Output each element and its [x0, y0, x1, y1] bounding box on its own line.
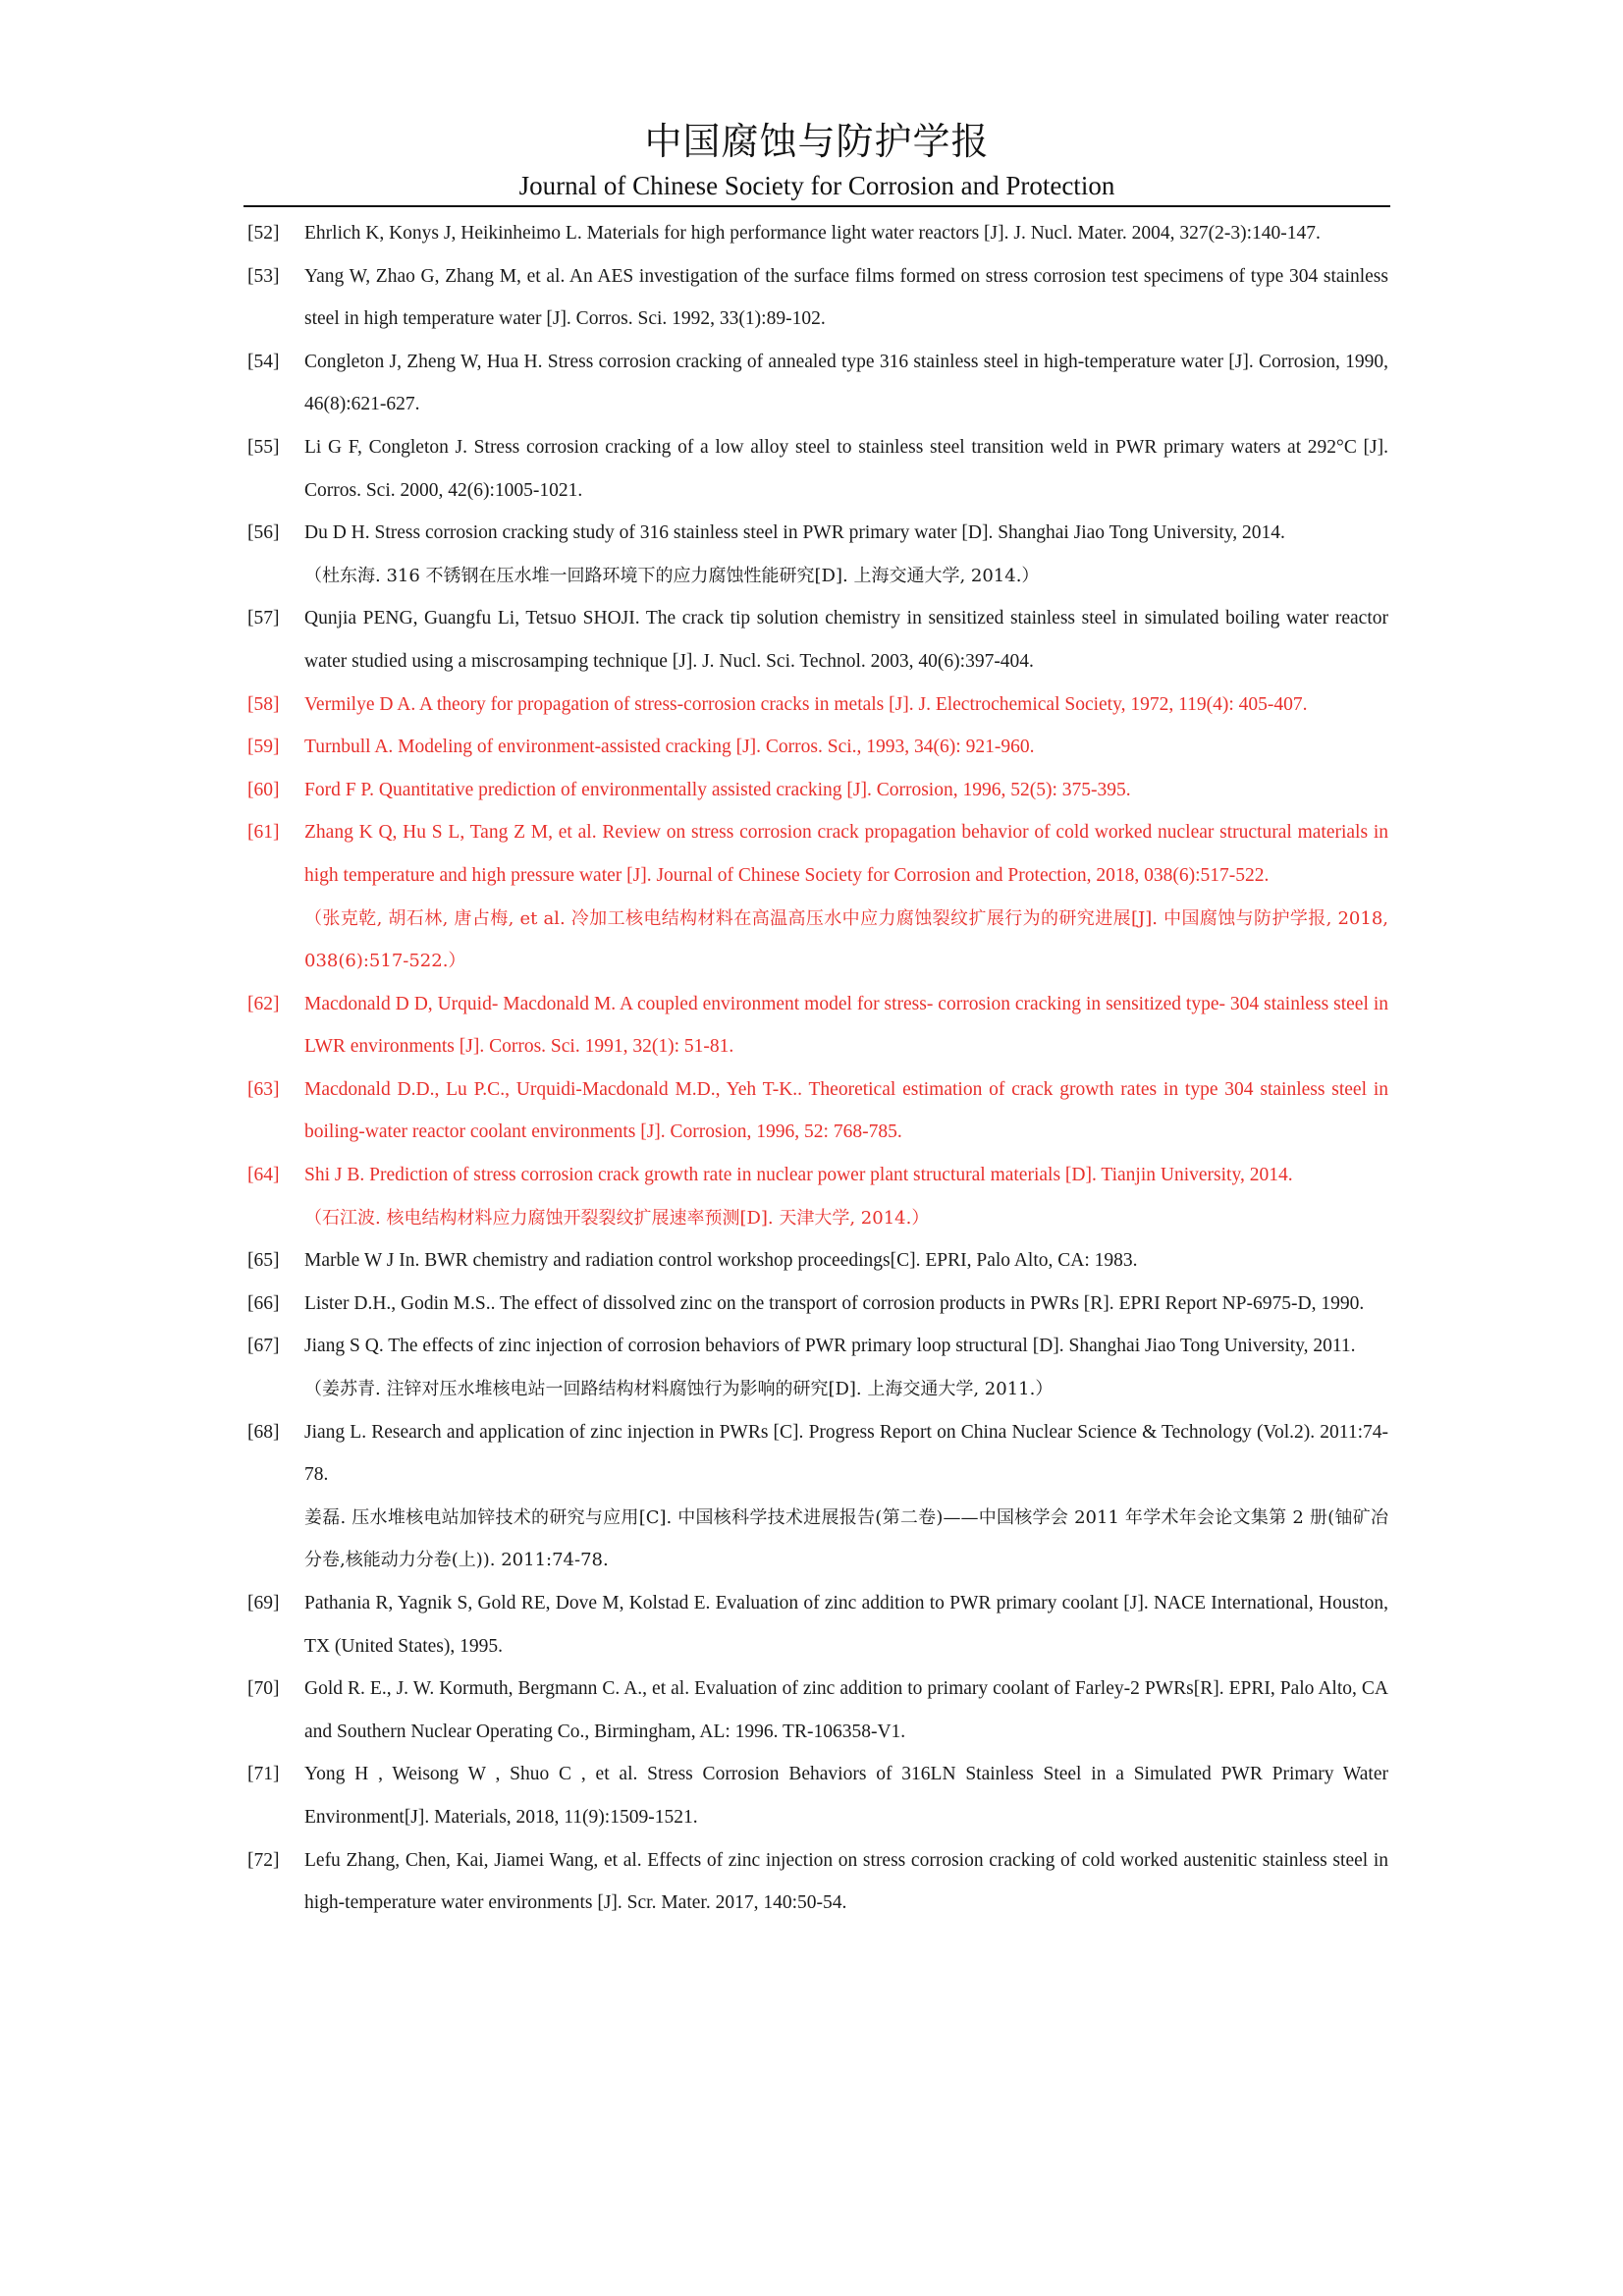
reference-item [247, 1239, 1388, 1283]
reference-item [247, 683, 1388, 727]
reference-number: [68] [247, 1421, 280, 1443]
reference-item [247, 1154, 1388, 1239]
reference-text: Li G F, Congleton J. Stress corrosion cracking of a low alloy steel to stainless steel transition weld in PWR primary waters at 292°C [J]. Corros. Sci. 2000, 42(6):1005-1021. [304, 436, 1388, 501]
reference-text-cn: （石江波. 核电结构材料应力腐蚀开裂裂纹扩展速率预测[D]. 天津大学, 2014.） [304, 1207, 930, 1229]
reference-text: Qunjia PENG, Guangfu Li, Tetsuo SHOJI. The crack tip solution chemistry in sensitized stainless steel in simulated boiling water reactor water studied using a miscrosamping technique [J]. J. Nucl. Sci. Technol. 2003, 40(6):397-404. [304, 608, 1388, 672]
reference-text-cn: （张克乾, 胡石林, 唐占梅, et al. 冷加工核电结构材料在高温高压水中应力腐蚀裂纹扩展行为的研究进展[J]. 中国腐蚀与防护学报, 2018, 038(6):517-522.） [304, 907, 1388, 972]
reference-number: [54] [247, 351, 280, 372]
reference-body [304, 426, 1388, 512]
reference-text: Yang W, Zhao G, Zhang M, et al. An AES investigation of the surface films formed on stress corrosion test specimens of type 304 stainless steel in high temperature water [J]. Corros. Sci. 1992, 33(1):89-102. [304, 265, 1388, 330]
journal-title-en: Journal of Chinese Society for Corrosion and Protection [518, 171, 1115, 200]
reference-text: Ford F P. Quantitative prediction of environmentally assisted cracking [J]. Corrosion, 1996, 52(5): 375-395. [304, 779, 1131, 800]
header-rule [243, 205, 1390, 207]
reference-item [247, 1753, 1388, 1838]
reference-body [304, 1839, 1388, 1925]
reference-item [247, 1325, 1388, 1410]
reference-text: Lefu Zhang, Chen, Kai, Jiamei Wang, et al. Effects of zinc injection on stress corrosion cracking of cold worked austenitic stainless steel in high-temperature water environments [J]. Scr. Mater. 2017, 140:50-54. [304, 1849, 1388, 1914]
reference-number: [58] [247, 693, 280, 715]
reference-body [304, 341, 1388, 426]
reference-text: Zhang K Q, Hu S L, Tang Z M, et al. Review on stress corrosion crack propagation behavior of cold worked nuclear structural materials in high temperature and high pressure water [J]. Journal of Chinese Society for Corrosion and Protection, 2018, 038(6):517-522. [304, 822, 1388, 886]
reference-number: [71] [247, 1764, 280, 1785]
reference-body [304, 1154, 1388, 1239]
reference-text-cn: 姜磊. 压水堆核电站加锌技术的研究与应用[C]. 中国核科学技术进展报告(第二卷)——中国核学会 2011 年学术年会论文集第 2 册(铀矿冶分卷,核能动力分卷(上)). 2011:74-78. [304, 1506, 1388, 1571]
reference-number: [60] [247, 779, 280, 800]
reference-number: [59] [247, 737, 280, 758]
reference-text: Macdonald D.D., Lu P.C., Urquidi-Macdonald M.D., Yeh T-K.. Theoretical estimation of crack growth rates in type 304 stainless steel in boiling-water reactor coolant environments [J]. Corrosion, 1996, 52: 768-785. [304, 1078, 1388, 1143]
reference-body [304, 1753, 1388, 1838]
reference-body [304, 1325, 1388, 1410]
reference-number: [70] [247, 1678, 280, 1700]
reference-number: [55] [247, 436, 280, 458]
reference-text: Pathania R, Yagnik S, Gold RE, Dove M, Kolstad E. Evaluation of zinc addition to PWR primary coolant [J]. NACE International, Houston, TX (United States), 1995. [304, 1593, 1388, 1657]
journal-title-cn: 中国腐蚀与防护学报 [644, 120, 990, 163]
reference-text: Lister D.H., Godin M.S.. The effect of dissolved zinc on the transport of corrosion products in PWRs [R]. EPRI Report NP-6975-D, 1990. [304, 1292, 1365, 1314]
reference-number: [67] [247, 1336, 280, 1357]
reference-item [247, 512, 1388, 597]
reference-body [304, 255, 1388, 341]
reference-text: Macdonald D D, Urquid- Macdonald M. A coupled environment model for stress- corrosion cracking in sensitized type- 304 stainless steel in LWR environments [J]. Corros. Sci. 1991, 32(1): 51-81. [304, 993, 1388, 1058]
reference-number: [61] [247, 822, 280, 844]
reference-body [304, 1068, 1388, 1154]
reference-body [304, 1582, 1388, 1667]
reference-text-cn: （杜东海. 316 不锈钢在压水堆一回路环境下的应力腐蚀性能研究[D]. 上海交通大学, 2014.） [304, 565, 1040, 586]
reference-text: Turnbull A. Modeling of environment-assisted cracking [J]. Corros. Sci., 1993, 34(6): 921-960. [304, 737, 1035, 758]
reference-body [304, 983, 1388, 1068]
reference-item [247, 1283, 1388, 1326]
reference-number: [53] [247, 265, 280, 287]
reference-item [247, 1068, 1388, 1154]
reference-number: [66] [247, 1292, 280, 1314]
reference-text: Marble W J In. BWR chemistry and radiation control workshop proceedings[C]. EPRI, Palo Alto, CA: 1983. [304, 1250, 1138, 1272]
reference-body [304, 769, 1388, 812]
reference-item [247, 726, 1388, 769]
reference-text: Du D H. Stress corrosion cracking study of 316 stainless steel in PWR primary water [D]. Shanghai Jiao Tong University, 2014. [304, 522, 1285, 544]
reference-number: [65] [247, 1250, 280, 1272]
reference-number: [63] [247, 1078, 280, 1100]
reference-text: Vermilye D A. A theory for propagation of stress-corrosion cracks in metals [J]. J. Electrochemical Society, 1972, 119(4): 405-407. [304, 693, 1308, 715]
reference-text: Jiang L. Research and application of zinc injection in PWRs [C]. Progress Report on China Nuclear Science & Technology (Vol.2). 2011:74-78. [304, 1421, 1388, 1486]
reference-body [304, 811, 1388, 982]
reference-number: [72] [247, 1849, 280, 1871]
journal-header [243, 116, 1390, 202]
reference-item [247, 1582, 1388, 1667]
reference-body [304, 597, 1388, 683]
reference-item [247, 1839, 1388, 1925]
reference-item [247, 212, 1388, 255]
reference-list [247, 212, 1388, 1925]
reference-body [304, 1283, 1388, 1326]
reference-item [247, 426, 1388, 512]
reference-item [247, 811, 1388, 982]
reference-number: [64] [247, 1165, 280, 1186]
reference-text: Gold R. E., J. W. Kormuth, Bergmann C. A., et al. Evaluation of zinc addition to primary coolant of Farley-2 PWRs[R]. EPRI, Palo Alto, CA and Southern Nuclear Operating Co., Birmingham, AL: 1996. TR-106358-V1. [304, 1678, 1388, 1742]
reference-text: Jiang S Q. The effects of zinc injection of corrosion behaviors of PWR primary loop structural [D]. Shanghai Jiao Tong University, 2011. [304, 1336, 1356, 1357]
reference-body [304, 1239, 1388, 1283]
reference-item [247, 983, 1388, 1068]
reference-text: Congleton J, Zheng W, Hua H. Stress corrosion cracking of annealed type 316 stainless steel in high-temperature water [J]. Corrosion, 1990, 46(8):621-627. [304, 351, 1388, 415]
reference-item [247, 341, 1388, 426]
reference-number: [69] [247, 1593, 280, 1613]
reference-text-cn: （姜苏青. 注锌对压水堆核电站一回路结构材料腐蚀行为影响的研究[D]. 上海交通大学, 2011.） [304, 1379, 1054, 1400]
reference-number: [56] [247, 522, 280, 544]
reference-text: Shi J B. Prediction of stress corrosion crack growth rate in nuclear power plant structural materials [D]. Tianjin University, 2014. [304, 1165, 1293, 1186]
reference-text: Yong H , Weisong W , Shuo C , et al. Stress Corrosion Behaviors of 316LN Stainless Steel in a Simulated PWR Primary Water Environment[J]. Materials, 2018, 11(9):1509-1521. [304, 1764, 1388, 1828]
reference-item [247, 255, 1388, 341]
reference-number: [62] [247, 993, 280, 1014]
reference-text: Ehrlich K, Konys J, Heikinheimo L. Materials for high performance light water reactors [J]. J. Nucl. Mater. 2004, 327(2-3):140-147. [304, 223, 1321, 244]
reference-body [304, 1411, 1388, 1582]
reference-item [247, 1667, 1388, 1753]
reference-body [304, 726, 1388, 769]
reference-number: [52] [247, 223, 280, 244]
reference-body [304, 683, 1388, 727]
reference-item [247, 769, 1388, 812]
reference-item [247, 1411, 1388, 1582]
reference-item [247, 597, 1388, 683]
reference-body [304, 1667, 1388, 1753]
reference-number: [57] [247, 608, 280, 629]
reference-body [304, 512, 1388, 597]
reference-body [304, 212, 1388, 255]
